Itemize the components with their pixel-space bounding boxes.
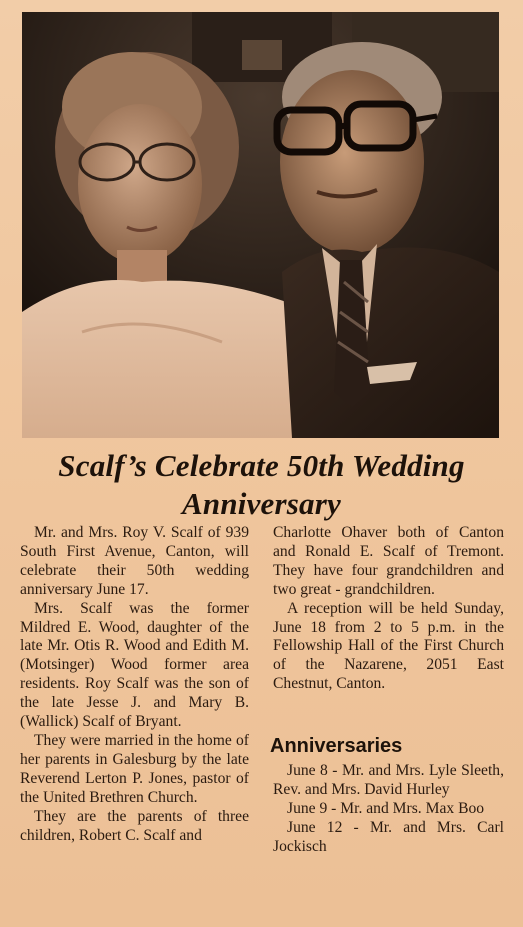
couple-photo <box>22 12 499 438</box>
couple-photo-illustration <box>22 12 499 438</box>
article-paragraph: A reception will be held Sunday, June 18 from 2 to 5 p.m. in the Fellowship Hall of the First Church of the Nazarene, 2051 East Chestnut, Canton. <box>273 599 504 693</box>
anniversary-entry: June 9 - Mr. and Mrs. Max Boo <box>287 799 485 817</box>
article-paragraph: Charlotte Ohaver both of Canton and Ronald E. Scalf of Tremont. They have four grandchildren and two great - grandchildren. <box>273 524 504 598</box>
article-headline <box>14 447 509 523</box>
article-paragraph: Mrs. Scalf was the former Mildred E. Wood, daughter of the late Mr. Otis R. Wood and Edith M. (Motsinger) Wood former area residents. Roy Scalf was the son of the late Jesse J. and Mary B. (Wallick) Scalf of Bryant. <box>20 599 249 731</box>
article-paragraph: They were married in the home of her parents in Galesburg by the late Reverend Lerton P. Jones, pastor of the United Brethren Church. <box>20 731 249 806</box>
anniversary-entry: June 8 - Mr. and Mrs. Lyle Sleeth, Rev. and Mrs. David Hurley <box>273 762 504 799</box>
article-column-right <box>270 524 504 857</box>
article-paragraph: Mr. and Mrs. Roy V. Scalf of 939 South First Avenue, Canton, will celebrate their 50th wedding anniversary June 17. <box>20 524 249 598</box>
headline-line-1: Scalf’s Celebrate 50th Wedding <box>58 448 465 483</box>
article-column-left <box>20 524 249 845</box>
anniversary-entry: June 12 - Mr. and Mrs. Carl Jockisch <box>273 818 504 855</box>
headline-line-2: Anniversary <box>182 486 341 521</box>
anniversaries-heading: Anniversaries <box>270 735 403 758</box>
article-paragraph: They are the parents of three children, Robert C. Scalf and <box>20 807 249 844</box>
